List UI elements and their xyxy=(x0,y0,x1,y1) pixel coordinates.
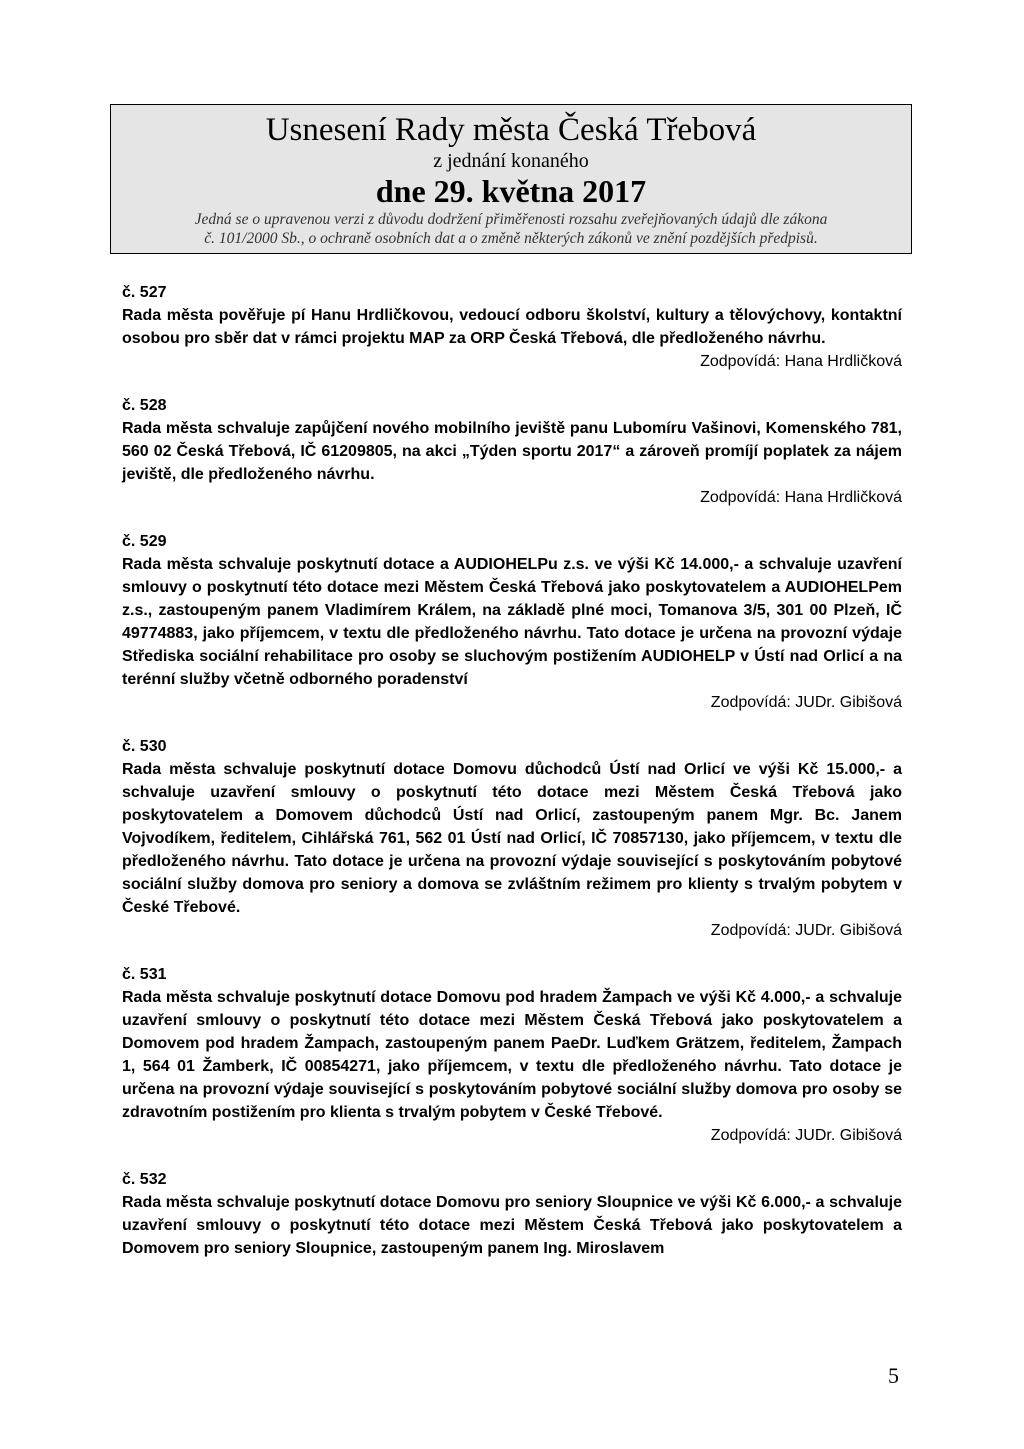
resolution-number: č. 527 xyxy=(122,284,167,301)
resolution-responsible: Zodpovídá: Hana Hrdličková xyxy=(700,353,902,370)
resolution-text: Rada města pověřuje pí Hanu Hrdličkovou, vedoucí odboru školství, kultury a tělovýchovy, kontaktní osobou pro sběr dat v rámci projektu MAP za ORP Česká Třebová, dle předloženého návrhu. xyxy=(122,307,902,347)
resolution-text: Rada města schvaluje zapůjčení nového mobilního jeviště panu Lubomíru Vašinovi, Komenského 781, 560 02 Česká Třebová, IČ 61209805, na akci „Týden sportu 2017“ a zároveň promíjí poplatek za nájem jeviště, dle předloženého návrhu. xyxy=(122,420,902,483)
resolution-text: Rada města schvaluje poskytnutí dotace Domovu pod hradem Žampach ve výši Kč 4.000,- a schvaluje uzavření smlouvy o poskytnutí této dotace mezi Městem Česká Třebová jako poskytovatelem a Domovem pod hradem Žampach, zastoupeným panem PaeDr. Luďkem Grätzem, ředitelem, Žampach 1, 564 01 Žamberk, IČ 00854271, jako příjemcem, v textu dle předloženého návrhu. Tato dotace je určena na provozní výdaje související s poskytováním pobytové sociální služby domova pro osoby se zdravotním postižením pro klienta s trvalým pobytem v České Třebové. xyxy=(122,989,902,1121)
document-subtitle: z jednání konaného xyxy=(433,150,589,172)
document-title: Usnesení Rady města Česká Třebová xyxy=(265,112,757,148)
header-note-line2: č. 101/2000 Sb., o ochraně osobních dat a o změně některých zákonů ve znění pozdějších předpisů. xyxy=(204,230,818,247)
resolution-responsible: Zodpovídá: Hana Hrdličková xyxy=(700,489,902,506)
resolution-number: č. 530 xyxy=(122,738,167,755)
resolutions-list xyxy=(122,281,902,1281)
resolution-responsible: Zodpovídá: JUDr. Gibišová xyxy=(710,694,902,711)
resolution-text: Rada města schvaluje poskytnutí dotace Domovu důchodců Ústí nad Orlicí ve výši Kč 15.000,- a schvaluje uzavření smlouvy o poskytnutí této dotace mezi Městem Česká Třebová jako poskytovatelem a Domovem důchodců Ústí nad Orlicí, zastoupeným panem Mgr. Bc. Janem Vojvodíkem, ředitelem, Cihlářská 761, 562 01 Ústí nad Orlicí, IČ 70857130, jako příjemcem, v textu dle předloženého návrhu. Tato dotace je určena na provozní výdaje související s poskytováním pobytové sociální služby domova pro seniory a domova se zvláštním režimem pro klienty s trvalým pobytem v České Třebové. xyxy=(122,761,902,916)
resolution-531 xyxy=(122,963,902,1147)
resolution-text: Rada města schvaluje poskytnutí dotace a AUDIOHELPu z.s. ve výši Kč 14.000,- a schvaluje uzavření smlouvy o poskytnutí této dotace mezi Městem Česká Třebová jako poskytovatelem a AUDIOHELPem z.s., zastoupeným panem Vladimírem Králem, na základě plné moci, Tomanova 3/5, 301 00 Plzeň, IČ 49774883, jako příjemcem, v textu dle předloženého návrhu. Tato dotace je určena na provozní výdaje Střediska sociální rehabilitace pro osoby se sluchovým postižením AUDIOHELP v Ústí nad Orlicí a na terénní služby včetně odborného poradenství xyxy=(122,556,902,688)
meeting-date: dne 29. května 2017 xyxy=(375,173,647,209)
resolution-number: č. 529 xyxy=(122,533,167,550)
resolution-532 xyxy=(122,1168,902,1260)
resolution-number: č. 532 xyxy=(122,1171,167,1188)
resolution-responsible: Zodpovídá: JUDr. Gibišová xyxy=(710,922,902,939)
resolution-528 xyxy=(122,394,902,509)
page-number: 5 xyxy=(888,1363,899,1388)
resolution-number: č. 528 xyxy=(122,397,167,414)
resolution-530 xyxy=(122,735,902,942)
resolution-responsible: Zodpovídá: JUDr. Gibišová xyxy=(710,1127,902,1144)
resolution-529 xyxy=(122,530,902,714)
header-note-line1: Jedná se o upravenou verzi z důvodu dodržení přiměřenosti rozsahu zveřejňovaných údajů dle zákona xyxy=(194,211,828,228)
resolution-text: Rada města schvaluje poskytnutí dotace Domovu pro seniory Sloupnice ve výši Kč 6.000,- a schvaluje uzavření smlouvy o poskytnutí této dotace mezi Městem Česká Třebová jako poskytovatelem a Domovem pro seniory Sloupnice, zastoupeným panem Ing. Miroslavem xyxy=(122,1194,902,1257)
resolution-number: č. 531 xyxy=(122,966,167,983)
document-header xyxy=(110,104,912,254)
resolution-527 xyxy=(122,281,902,373)
